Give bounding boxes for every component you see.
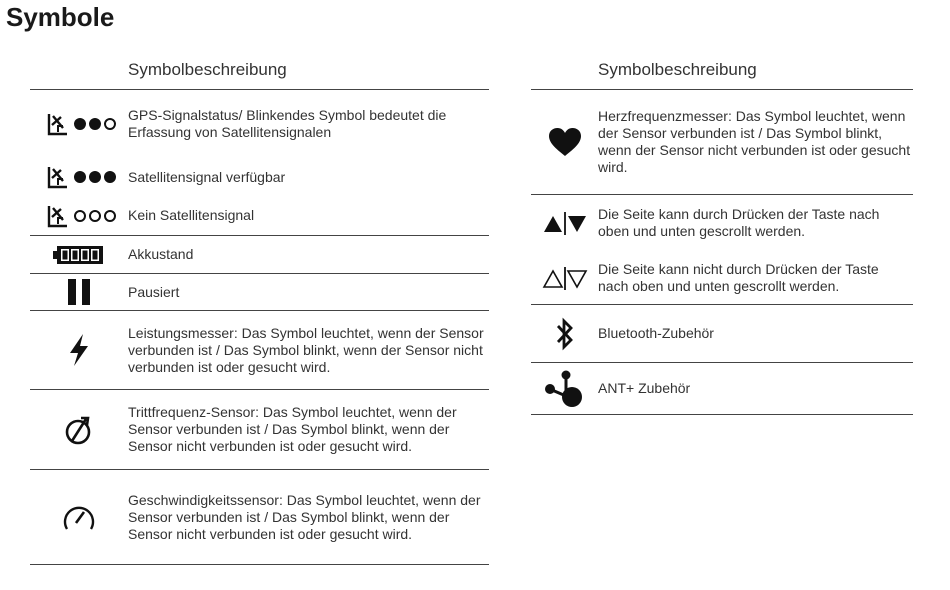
symbol-description: Die Seite kann durch Drücken der Taste nach oben und unten gescrollt werden. [598,206,880,239]
scroll-up-down-outline-icon [531,265,598,291]
symbol-description: Kein Satellitensignal [128,207,255,223]
speed-sensor-gauge-icon [30,502,128,532]
symbol-row-cadence [30,390,489,470]
symbol-description: ANT+ Zubehör [598,380,691,396]
symbol-description: Akkustand [128,246,194,262]
symbol-description: Leistungsmesser: Das Symbol leuchtet, wenn der Sensor verbunden ist / Das Symbol blinkt, wenn der Sensor nicht verbunden ist oder gesucht wird. [128,324,484,375]
scroll-up-down-filled-icon [531,210,598,236]
pause-icon [30,279,128,305]
symbol-row-gps-none [30,196,489,236]
symbol-row-heart-rate [531,90,913,195]
column-header: Symbolbeschreibung [30,55,489,90]
symbol-row-battery [30,236,489,274]
heart-rate-icon [531,127,598,157]
symbol-row-ant-plus [531,363,913,415]
bluetooth-icon [531,316,598,352]
gps-satellite-blinking-icon [30,112,128,136]
symbol-table-right [531,55,913,415]
symbol-row-power-meter [30,311,489,390]
symbol-row-speed [30,470,489,565]
gps-satellite-none-icon [30,204,128,228]
column-header: Symbolbeschreibung [531,55,913,90]
symbol-row-gps-available [30,158,489,196]
symbol-description: Geschwindigkeitssensor: Das Symbol leuchtet, wenn der Sensor verbunden ist / Das Symbol blinkt, wenn der Sensor nicht verbunden ist oder gesucht wird. [128,491,481,542]
symbol-table-left [30,55,489,565]
power-meter-bolt-icon [30,333,128,367]
symbol-description: Bluetooth-Zubehör [598,325,714,341]
symbol-description: Die Seite kann nicht durch Drücken der Taste nach oben und unten gescrollt werden. [598,260,879,294]
symbol-row-gps-blinking [30,90,489,158]
symbol-description: Satellitensignal verfügbar [128,168,286,185]
symbol-description: Herzfrequenzmesser: Das Symbol leuchtet, wenn der Sensor verbunden ist / Das Symbol blinkt, wenn der Sensor nicht verbunden ist oder gesucht wird. [598,108,911,175]
symbol-row-pause [30,274,489,311]
ant-plus-icon [531,370,598,408]
cadence-sensor-icon [30,413,128,447]
symbol-row-bluetooth [531,305,913,363]
battery-icon [30,244,128,266]
symbol-row-scroll-enabled [531,195,913,251]
symbol-description: Trittfrequenz-Sensor: Das Symbol leuchtet, wenn der Sensor verbunden ist / Das Symbol blinkt, wenn der Sensor nicht verbunden ist oder gesucht wird. [128,404,457,454]
page-title: Symbole [6,2,115,32]
symbol-description: GPS-Signalstatus/ Blinkendes Symbol bedeutet die Erfassung von Satellitensignalen [128,107,447,140]
symbol-description: Pausiert [128,283,180,300]
gps-satellite-available-icon [30,165,128,189]
symbol-row-scroll-disabled [531,251,913,305]
